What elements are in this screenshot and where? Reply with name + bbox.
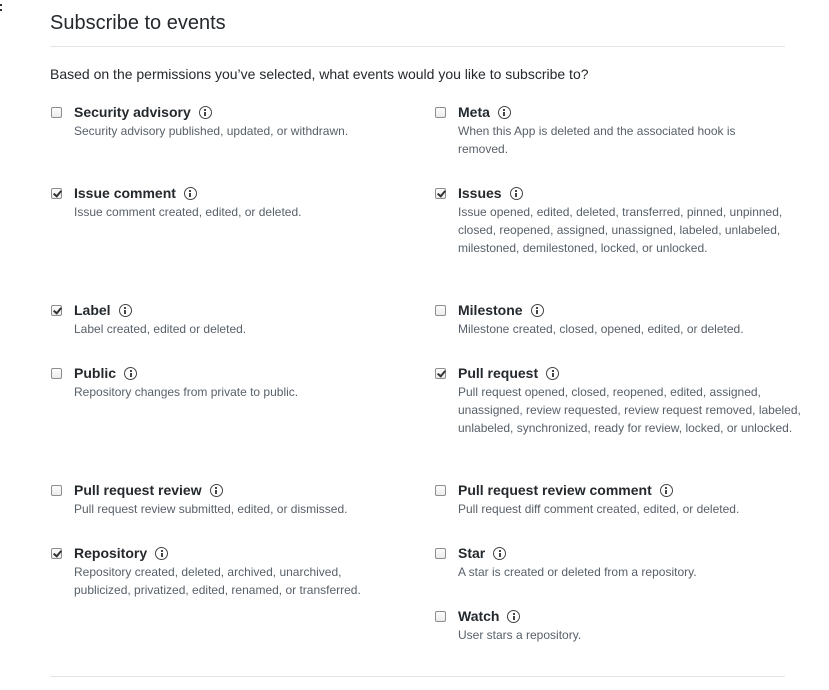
info-icon[interactable] xyxy=(124,367,137,380)
event-item-security-advisory xyxy=(50,103,414,140)
event-label[interactable]: Milestone xyxy=(458,302,523,318)
security-advisory-checkbox[interactable] xyxy=(51,107,62,118)
event-label[interactable]: Pull request review comment xyxy=(458,482,652,498)
event-description: Label created, edited or deleted. xyxy=(74,322,247,336)
event-item-pull-request-review xyxy=(50,481,414,518)
event-label[interactable]: Pull request review xyxy=(74,482,202,498)
event-label[interactable]: Security advisory xyxy=(74,104,191,120)
event-description: User stars a repository. xyxy=(458,628,582,642)
info-icon[interactable] xyxy=(119,304,132,317)
section-divider xyxy=(50,676,785,677)
event-description: Pull request review submitted, edited, or dismissed. xyxy=(74,502,348,516)
edge-marker xyxy=(0,4,4,11)
info-icon[interactable] xyxy=(493,547,506,560)
event-item-pull-request xyxy=(434,364,803,437)
event-label[interactable]: Meta xyxy=(458,104,490,120)
milestone-checkbox[interactable] xyxy=(435,305,446,316)
event-label[interactable]: Pull request xyxy=(458,365,539,381)
event-label[interactable]: Repository xyxy=(74,545,148,561)
event-label[interactable]: Watch xyxy=(458,608,500,624)
info-icon[interactable] xyxy=(498,106,511,119)
event-description: Pull request diff comment created, edited, or deleted. xyxy=(458,502,740,516)
event-item-watch xyxy=(434,607,803,644)
event-item-public xyxy=(50,364,414,401)
pull-request-review-checkbox[interactable] xyxy=(51,485,62,496)
info-icon[interactable] xyxy=(507,610,520,623)
event-label[interactable]: Label xyxy=(74,302,111,318)
issue-comment-checkbox[interactable] xyxy=(51,188,62,199)
watch-checkbox[interactable] xyxy=(435,611,446,622)
event-label[interactable]: Public xyxy=(74,365,117,381)
event-label[interactable]: Issue comment xyxy=(74,185,176,201)
info-icon[interactable] xyxy=(199,106,212,119)
info-icon[interactable] xyxy=(546,367,559,380)
event-item-star xyxy=(434,544,803,581)
event-item-repository xyxy=(50,544,396,599)
pull-request-review-comment-checkbox[interactable] xyxy=(435,485,446,496)
event-description: Pull request opened, closed, reopened, edited, assigned, unassigned, review requested, review request removed, labeled, unlabeled, synchronized, ready for review, locked, or unlocked. xyxy=(458,385,801,435)
pull-request-checkbox[interactable] xyxy=(435,368,446,379)
event-description: When this App is deleted and the associated hook is removed. xyxy=(458,124,736,156)
subscribe-events-section xyxy=(50,0,801,642)
event-item-label xyxy=(50,301,414,338)
event-description: Issue comment created, edited, or deleted. xyxy=(74,205,302,219)
event-description: A star is created or deleted from a repository. xyxy=(458,565,697,579)
event-item-issue-comment xyxy=(50,184,414,221)
info-icon[interactable] xyxy=(531,304,544,317)
event-description: Security advisory published, updated, or withdrawn. xyxy=(74,124,349,138)
info-icon[interactable] xyxy=(210,484,223,497)
section-title: Subscribe to events xyxy=(50,0,785,47)
info-icon[interactable] xyxy=(184,187,197,200)
event-description: Repository changes from private to public. xyxy=(74,385,299,399)
public-checkbox[interactable] xyxy=(51,368,62,379)
event-description: Repository created, deleted, archived, unarchived, publicized, privatized, edited, renamed, or transferred. xyxy=(74,565,361,597)
star-checkbox[interactable] xyxy=(435,548,446,559)
event-item-pull-request-review-comment xyxy=(434,481,803,518)
event-description: Issue opened, edited, deleted, transferred, pinned, unpinned, closed, reopened, assigned, unassigned, labeled, unlabeled, milestoned, demilestoned, locked, or unlocked. xyxy=(458,205,783,255)
label-checkbox[interactable] xyxy=(51,305,62,316)
issues-checkbox[interactable] xyxy=(435,188,446,199)
event-label[interactable]: Issues xyxy=(458,185,502,201)
meta-checkbox[interactable] xyxy=(435,107,446,118)
info-icon[interactable] xyxy=(660,484,673,497)
info-icon[interactable] xyxy=(155,547,168,560)
event-description: Milestone created, closed, opened, edited, or deleted. xyxy=(458,322,744,336)
event-label[interactable]: Star xyxy=(458,545,486,561)
event-item-issues xyxy=(434,184,788,257)
repository-checkbox[interactable] xyxy=(51,548,62,559)
event-item-milestone xyxy=(434,301,798,338)
info-icon[interactable] xyxy=(510,187,523,200)
event-item-meta xyxy=(434,103,768,158)
section-intro: Based on the permissions you’ve selected, what events would you like to subscribe to? xyxy=(50,66,589,82)
